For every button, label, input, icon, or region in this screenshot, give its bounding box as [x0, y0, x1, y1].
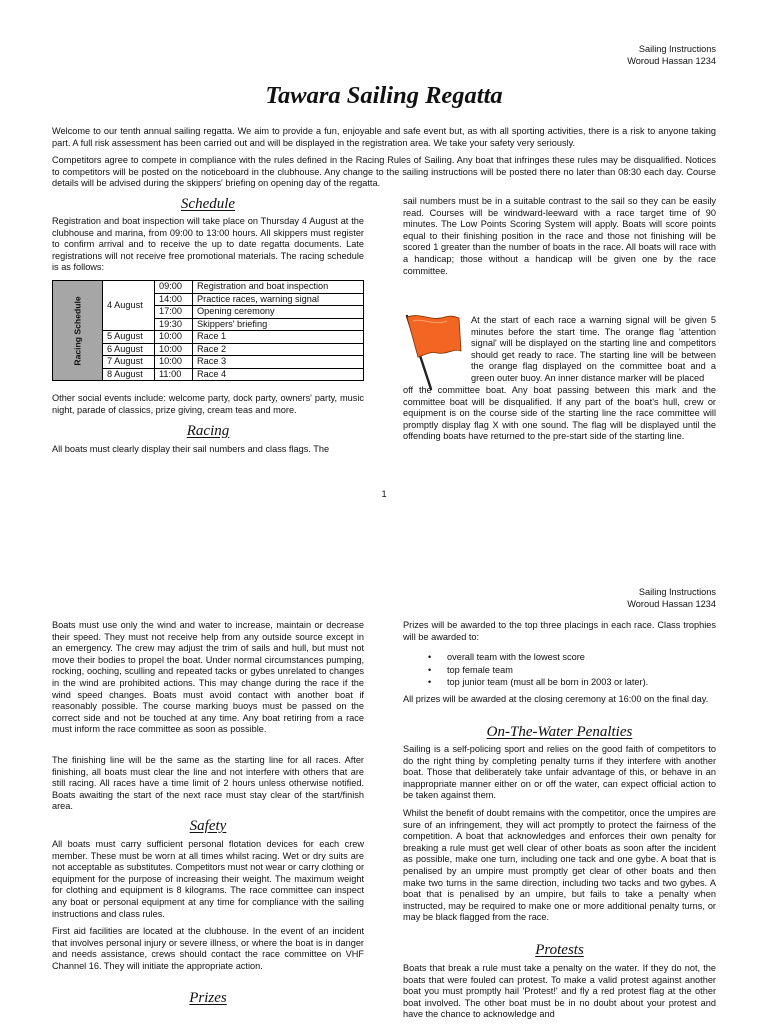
table-side-label-cell [53, 281, 103, 381]
table-event-cell: Race 2 [193, 343, 364, 356]
racing-paragraph-cont: sail numbers must be in a suitable contrast to the sail so they can be easily read. Courses will be windward-leeward with a race target time of 90 minutes. The Low Points Scoring System will apply. Boats will score points equal to their finishing position in the race and those not finishing will be scored 1 greater than the number of boats in the race. All boats will race with a handicap; those without a handicap will be given one by the race committee. [403, 196, 716, 276]
prizes-closing-paragraph: All prizes will be awarded at the closing ceremony at 16:00 on the final day. [403, 694, 709, 704]
penalties-heading: On-The-Water Penalties [486, 724, 633, 740]
protests-heading: Protests [535, 942, 584, 958]
social-events-paragraph: Other social events include: welcome party, dock party, owners' party, music night, parade of classics, prize giving, cream teas and more. [52, 393, 364, 415]
table-day-cell: 7 August [103, 356, 155, 369]
penalties-paragraph-1: Sailing is a self-policing sport and relies on the good faith of competitors to do the right thing by completing penalty turns if they interfere with another boat. Those that deliberately take unfair advantage of this, or behave in an inappropriate manner either on or off the water, can expect official action to be taken against them. [403, 744, 716, 801]
table-event-cell: Practice races, warning signal [193, 293, 364, 306]
table-time-cell: 19:30 [155, 318, 193, 331]
racing-heading: Racing [186, 423, 230, 439]
racing-paragraph-start: All boats must clearly display their sail numbers and class flags. The [52, 444, 330, 454]
header-doc-type: Sailing Instructions [638, 44, 716, 54]
page-2 [0, 512, 768, 1024]
table-event-cell: Skippers' briefing [193, 318, 364, 331]
rules-paragraph: Competitors agree to compete in compliance with the rules defined in the Racing Rules of Sailing. Any boat that infringes these rules may be disqualified. Notices to competitors will be posted on the noticeboard in the clubhouse. Any change to the sailing instructions will be posted there no later than 08:30 each day. Course details will be advised during the skippers' briefing on opening day of the regatta. [52, 155, 716, 189]
protests-paragraph: Boats that break a rule must take a penalty on the water. If they do not, the boats that were fouled can protest. To make a valid protest against another boat you must promptly hail 'Protest!' and fly a red protest flag at the other boat involved. The other boat must be in no doubt about your protest and have the chance to acknowledge and [403, 963, 716, 1020]
safety-heading: Safety [189, 818, 227, 834]
penalties-paragraph-2: Whilst the benefit of doubt remains with the competitor, once the umpires are sure of an infringement, they will act promptly to protect the fairness of the competition. A boat that acknowledges and enforces their own penalty for breaking a rule must get well clear of other boats as soon after the incident as possible, make one turn, including one tack and one gybe. A boat that is penalised by an umpire must promptly get clear of other boats and then make two turns in the same direction, including two tacks and two gybes. A boat that is penalised by an umpire, but fails to take a penalty when instructed, may be required to make one or more additional penalty turns, or may be black flagged from the race. [403, 808, 716, 923]
document-title: Tawara Sailing Regatta [265, 82, 503, 109]
table-event-cell: Registration and boat inspection [193, 281, 364, 294]
page-number: 1 [381, 489, 387, 499]
start-paragraph-bottom: off the committee boat. Any boat passing between this mark and the committee boat will be disqualified. If any part of the boat's hull, crew or equipment is on the course side of the starting line the race committee will promptly display flag X with one sound. The flag will be displayed until the offending boats have returned to the pre-start side of the starting line. [403, 385, 716, 442]
finishing-paragraph: The finishing line will be the same as the starting line for all races. After finishing, all boats must clear the line and not interfere with others that are still racing. All races have a time limit of 2 hours unless otherwise notified. Boats awaiting the start of the next race must stay clear of the start/finish area. [52, 755, 364, 812]
page-header [627, 44, 716, 68]
table-time-cell: 09:00 [155, 281, 193, 294]
start-paragraph-top [471, 315, 716, 385]
table-side-label: Racing Schedule [71, 295, 82, 366]
header-doc-type: Sailing Instructions [638, 587, 716, 597]
header-author: Woroud Hassan 1234 [627, 598, 716, 609]
schedule-heading: Schedule [180, 196, 236, 212]
table-day-cell: 4 August [103, 281, 155, 331]
page-header [627, 587, 716, 611]
prizes-paragraph: Prizes will be awarded to the top three placings in each race. Class trophies will be awarded to: [403, 620, 716, 642]
table-day-cell: 6 August [103, 343, 155, 356]
list-item: • top junior team (must all be born in 2003 or later). [403, 676, 703, 689]
schedule-paragraph: Registration and boat inspection will take place on Thursday 4 August at the clubhouse and marina, from 09:00 to 13:00 hours. All skippers must register to confirm arrival and to receive the up to date regatta documents. Late registrations will not receive free promotional materials. The racing schedule is as follows: [52, 216, 364, 273]
propulsion-paragraph: Boats must use only the wind and water to increase, maintain or decrease their speed. They must not receive help from any outside source except in an emergency. The crew may adjust the trim of sails and hull, but must not move their bodies to propel the boat. Under normal circumstances pumping, rocking, ooching, sculling and repeated tacks or gybes unrelated to changes in the wind are prohibited actions. This may change during the race if the wind speed changes. Boats must avoid contact with another boat if reasonably possible. The course marking buoys must be passed on the correct side and not be touched at any time. Any boat retiring from a race must inform the race committee as soon as possible. [52, 620, 364, 735]
table-time-cell: 17:00 [155, 306, 193, 319]
table-day-cell: 8 August [103, 368, 155, 381]
table-time-cell: 11:00 [155, 368, 193, 381]
first-aid-paragraph: First aid facilities are located at the clubhouse. In the event of an incident that involves personal injury or severe illness, or where the boat is in danger and needs assistance, crews should contact the race committee on VHF Channel 16. They will initiate the appropriate action. [52, 926, 364, 971]
flag-cloth [407, 316, 461, 357]
racing-schedule-table [52, 280, 364, 381]
table-time-cell: 14:00 [155, 293, 193, 306]
safety-paragraph: All boats must carry sufficient personal flotation devices for each crew member. These must be worn at all times whilst racing. Wet or dry suits are not acceptable as substitutes. Competitors must not wear or carry clothing or equipment for the purpose of increasing their weight. The maximum weight for clothing and equipment is 8 kilograms. The race committee can inspect any boat or personal equipment at any time for compliance with the sailing instructions and class rules. [52, 839, 365, 919]
prize-list [403, 651, 703, 689]
table-event-cell: Race 4 [193, 368, 364, 381]
list-item: • top female team [403, 664, 703, 677]
table-day-cell: 5 August [103, 331, 155, 344]
table-time-cell: 10:00 [155, 343, 193, 356]
table-event-cell: Race 3 [193, 356, 364, 369]
table-event-cell: Opening ceremony [193, 306, 364, 319]
table-time-cell: 10:00 [155, 331, 193, 344]
list-item: • overall team with the lowest score [403, 651, 703, 664]
table-event-cell: Race 1 [193, 331, 364, 344]
intro-paragraph: Welcome to our tenth annual sailing regatta. We aim to provide a fun, enjoyable and safe event but, as with all sporting activities, there is a risk to anyone taking part. A full risk assessment has been carried out and will be displayed in the registration area. We take your safety very seriously. [52, 126, 716, 148]
table-row [53, 281, 364, 294]
orange-flag-icon [401, 313, 463, 391]
header-author: Woroud Hassan 1234 [627, 55, 716, 66]
table-time-cell: 10:00 [155, 356, 193, 369]
start-paragraph-text: At the start of each race a warning signal will be given 5 minutes before the start time. The orange flag 'attention signal' will be displayed on the starting line and competitors should get ready to race. The starting line will be between the orange flag displayed on the committee boat and a green outer buoy. An inner distance marker will be placed [471, 315, 716, 383]
prizes-heading: Prizes [189, 990, 227, 1006]
